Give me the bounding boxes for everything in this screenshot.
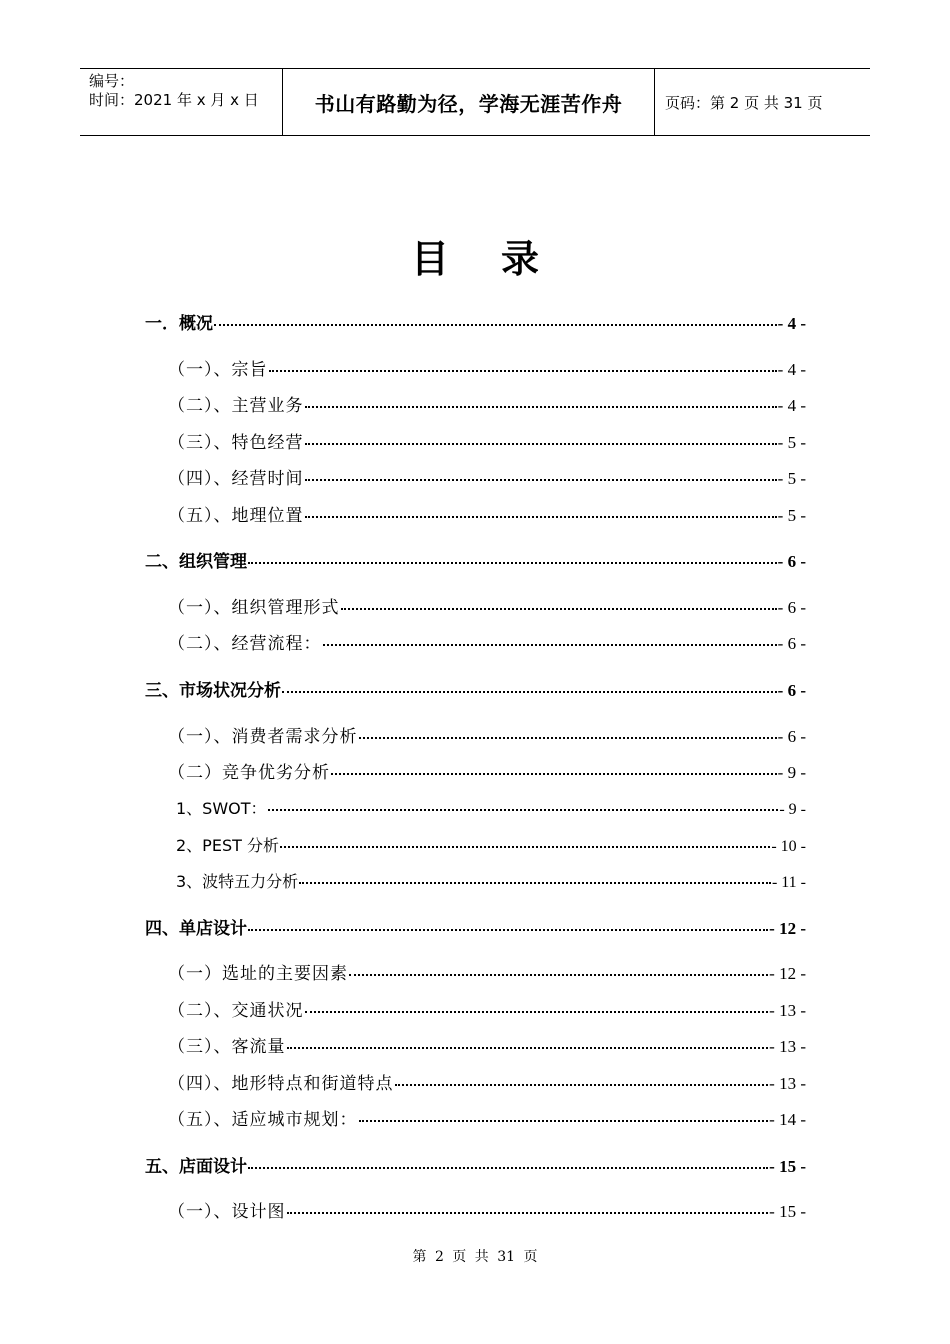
page-footer: 第 2 页 共 31 页: [412, 1249, 538, 1265]
toc-entry-label: 3、波特五力分析: [176, 872, 299, 891]
toc-entry-page: - 15 -: [769, 1202, 806, 1221]
toc-entry-label: （二）、交通状况: [168, 1001, 304, 1021]
toc-entry-page: - 14 -: [769, 1110, 806, 1129]
toc-entry-page: - 9 -: [777, 763, 806, 782]
toc-entry-label: 三、市场状况分析: [145, 681, 281, 701]
header-time: 时间：2021 年 x 月 x 日: [89, 91, 259, 109]
toc-entry[interactable]: [168, 431, 806, 455]
toc-entry-label: （二）、主营业务: [168, 396, 304, 416]
dot-leader: [305, 406, 777, 408]
toc-entry-label: （一）、宗旨: [168, 360, 268, 380]
dot-leader: [287, 1047, 769, 1049]
toc-entry[interactable]: [168, 596, 806, 620]
dot-leader: [248, 929, 768, 931]
toc-entry-label: （一）、消费者需求分析: [168, 727, 358, 747]
toc-entry-page: - 4 -: [777, 360, 806, 379]
header-number: 编号：: [89, 72, 135, 90]
toc-entry[interactable]: [168, 962, 806, 986]
dot-leader: [359, 1120, 769, 1122]
dot-leader: [305, 516, 777, 518]
toc-entry-page: - 11 -: [771, 874, 806, 891]
toc-entry-label: （一）、设计图: [168, 1202, 286, 1222]
toc-entry-page: - 5 -: [777, 469, 806, 488]
dot-leader: [305, 1011, 769, 1013]
dot-leader: [269, 370, 777, 372]
toc-entry-label: 二、组织管理: [145, 552, 247, 572]
toc-entry[interactable]: [168, 1072, 806, 1096]
toc-entry-label: （一）选址的主要因素: [168, 964, 348, 984]
toc-entry[interactable]: [168, 725, 806, 749]
dot-leader: [305, 443, 777, 445]
toc-entry[interactable]: [145, 1155, 806, 1179]
dot-leader: [359, 737, 777, 739]
toc-entry-label: 五、店面设计: [145, 1157, 247, 1177]
toc-entry-page: - 6 -: [777, 727, 806, 746]
toc-entry-page: - 4 -: [777, 396, 806, 415]
toc-entry-page: - 13 -: [769, 1037, 806, 1056]
header-motto: 书山有路勤为径，学海无涯苦作舟: [282, 69, 655, 135]
toc-entry[interactable]: [176, 870, 806, 894]
toc-entry-label: （五）、适应城市规划：: [168, 1110, 358, 1130]
toc-entry-page: - 13 -: [769, 1001, 806, 1020]
toc-entry-page: - 12 -: [769, 919, 806, 938]
dot-leader: [280, 846, 770, 848]
toc-entry-label: （三）、客流量: [168, 1037, 286, 1057]
toc-entry-label: 四、单店设计: [145, 919, 247, 939]
toc-entry-label: （二）竞争优劣分析: [168, 763, 330, 783]
dot-leader: [395, 1084, 769, 1086]
toc-entry-label: （四）、地形特点和街道特点: [168, 1074, 394, 1094]
toc-entry-label: （四）、经营时间: [168, 469, 304, 489]
toc-entry[interactable]: [145, 917, 806, 941]
toc-entry-page: - 6 -: [777, 552, 806, 571]
dot-leader: [287, 1212, 769, 1214]
dot-leader: [268, 809, 779, 811]
toc-title: 目录: [410, 237, 591, 281]
toc-entry[interactable]: [145, 679, 806, 703]
toc-entry-label: （二）、经营流程：: [168, 634, 322, 654]
toc-entry-page: - 4 -: [777, 314, 806, 333]
dot-leader: [331, 773, 777, 775]
dot-leader: [341, 608, 777, 610]
toc-entry[interactable]: [168, 504, 806, 528]
toc-entry-label: （三）、特色经营: [168, 433, 304, 453]
toc-entry[interactable]: [145, 312, 806, 336]
toc-entry-page: - 5 -: [777, 433, 806, 452]
toc-entry[interactable]: [168, 1108, 806, 1132]
toc-entry[interactable]: [176, 834, 806, 858]
toc-entry-page: - 10 -: [771, 838, 806, 855]
header-page: 页码：第 2 页 共 31 页: [665, 93, 823, 112]
toc-entry[interactable]: [168, 632, 806, 656]
toc-entry-label: 2、PEST 分析: [176, 836, 279, 855]
toc-entry-page: - 6 -: [777, 681, 806, 700]
toc-entry-page: - 6 -: [777, 598, 806, 617]
dot-leader: [282, 691, 777, 693]
dot-leader: [248, 1167, 768, 1169]
dot-leader: [305, 479, 777, 481]
toc-entry[interactable]: [168, 467, 806, 491]
toc-entry-label: 1、SWOT：: [176, 799, 267, 818]
toc-entry[interactable]: [168, 1200, 806, 1224]
toc-entry-label: （五）、地理位置: [168, 506, 304, 526]
toc-entry-page: - 15 -: [769, 1157, 806, 1176]
toc-entry[interactable]: [176, 797, 806, 821]
toc-entry-page: - 12 -: [769, 964, 806, 983]
toc-entry[interactable]: [168, 358, 806, 382]
dot-leader: [299, 882, 771, 884]
toc-entry-page: - 13 -: [769, 1074, 806, 1093]
toc-entry-page: - 6 -: [777, 634, 806, 653]
dot-leader: [323, 644, 777, 646]
toc-entry-page: - 5 -: [777, 506, 806, 525]
toc-entry-label: 一．概况: [145, 314, 213, 334]
toc-entry[interactable]: [168, 999, 806, 1023]
toc-entry[interactable]: [168, 1035, 806, 1059]
dot-leader: [214, 324, 777, 326]
dot-leader: [248, 562, 777, 564]
toc-entry[interactable]: [145, 550, 806, 574]
toc-entry-page: - 9 -: [779, 801, 806, 818]
toc-entry[interactable]: [168, 761, 806, 785]
dot-leader: [349, 974, 768, 976]
toc-entry-label: （一）、组织管理形式: [168, 598, 340, 618]
toc-entry[interactable]: [168, 394, 806, 418]
